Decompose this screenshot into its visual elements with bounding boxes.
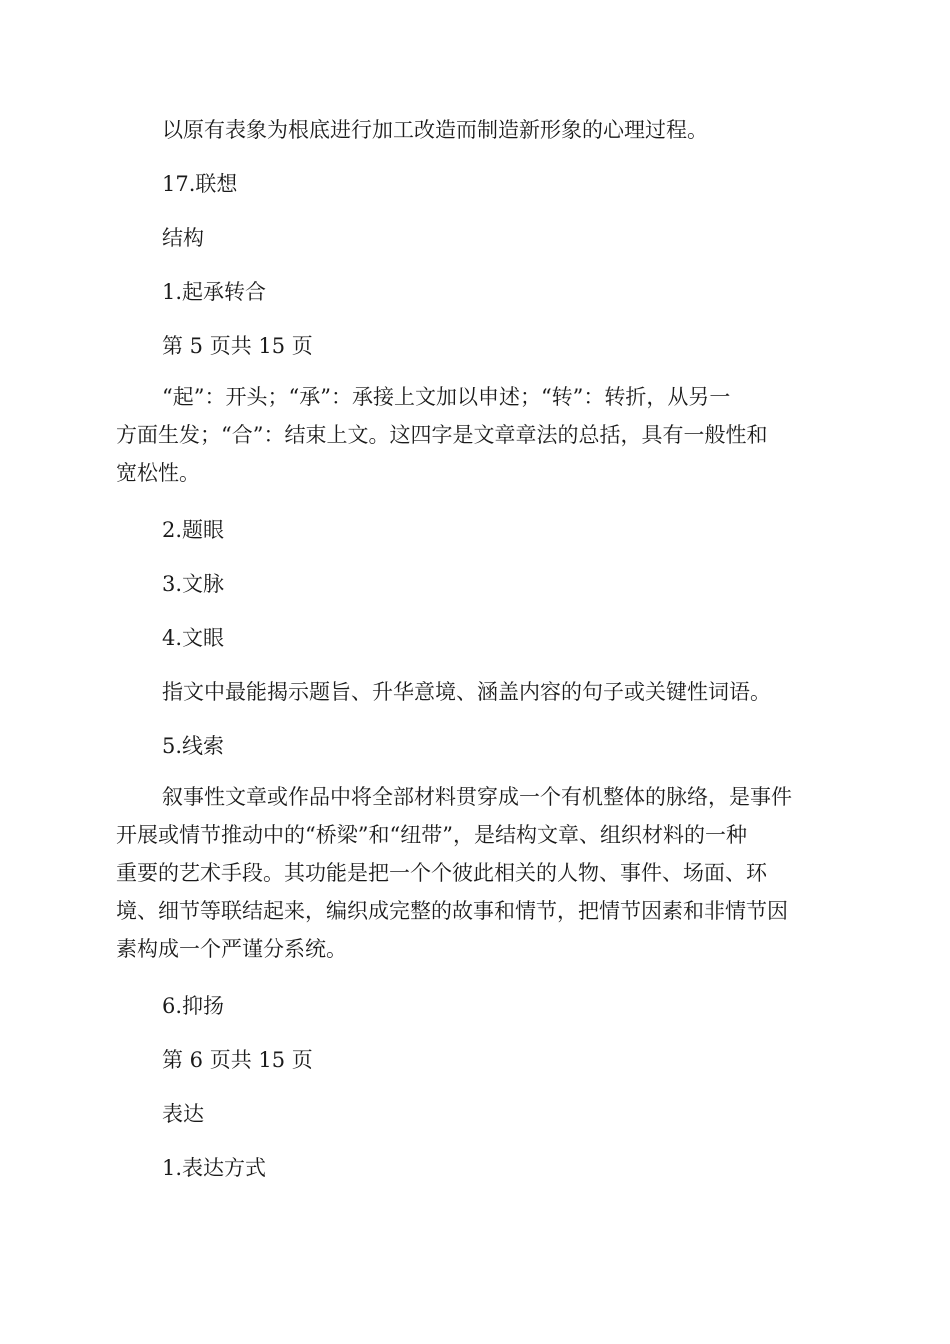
paragraph-qi-cheng-zhuan-he (116, 378, 836, 492)
paragraph-clue-definition (116, 778, 836, 968)
heading-restrain-praise: 6.抑扬 (162, 994, 225, 1018)
paragraph-line: 素构成一个严谨分系统。 (116, 937, 347, 961)
heading-clue: 5.线索 (162, 734, 225, 758)
paragraph-line: 宽松性。 (116, 461, 200, 485)
paragraph-line: 重要的艺术手段。其功能是把一个个彼此相关的人物、事件、场面、环 (116, 861, 767, 885)
heading-title-eye: 2.题眼 (162, 518, 225, 542)
page-marker: 第 5 页共 15 页 (162, 334, 313, 358)
section-heading-structure: 结构 (162, 226, 204, 250)
heading-text-eye: 4.文眼 (162, 626, 225, 650)
heading-qi-cheng-zhuan-he: 1.起承转合 (162, 280, 267, 304)
paragraph-imagination-definition: 以原有表象为根底进行加工改造而制造新形象的心理过程。 (162, 118, 708, 142)
paragraph-line: 方面生发；“合”：结束上文。这四字是文章章法的总括，具有一般性和 (116, 423, 768, 447)
paragraph-line: 境、细节等联结起来，编织成完整的故事和情节，把情节因素和非情节因 (116, 899, 788, 923)
heading-expression-modes: 1.表达方式 (162, 1156, 267, 1180)
paragraph-line: 开展或情节推动中的“桥梁”和“纽带”，是结构文章、组织材料的一种 (116, 823, 747, 847)
section-heading-expression: 表达 (162, 1102, 204, 1126)
paragraph-line: “起”：开头；“承”：承接上文加以申述；“转”：转折，从另一 (162, 385, 731, 409)
heading-association: 17.联想 (162, 172, 238, 196)
paragraph-text-eye-definition: 指文中最能揭示题旨、升华意境、涵盖内容的句子或关键性词语。 (162, 680, 771, 704)
paragraph-line: 叙事性文章或作品中将全部材料贯穿成一个有机整体的脉络，是事件 (162, 785, 792, 809)
heading-text-vein: 3.文脉 (162, 572, 225, 596)
page-marker: 第 6 页共 15 页 (162, 1048, 313, 1072)
